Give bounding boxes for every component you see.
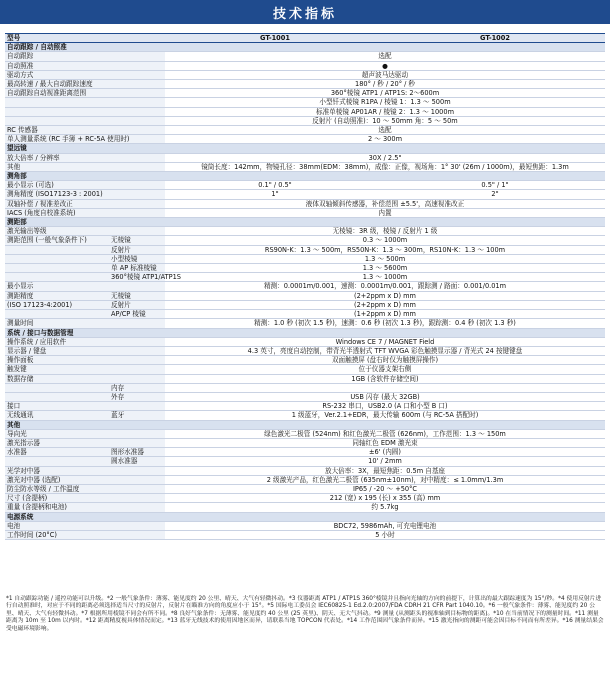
page-title: 技术指标 [0,0,610,24]
section-row: 望远镜 [5,144,605,153]
table-row: 外存 USB 闪存 (最大 32GB) [5,392,605,401]
table-row: 测距范围 (一般气象条件下) 无棱镜 0.3 ～ 1000m [5,236,605,245]
table-row: 接口 RS-232 串口，USB2.0 (A 口和小型 B 口) [5,402,605,411]
table-row: 测量时间 精测：1.0 秒 (初次 1.5 秒)，速测：0.6 秒 (初次 1.3 秒)，跟踪测：0.4 秒 (初次 1.3 秒) [5,319,605,328]
table-row: 内存 [5,383,605,392]
table-row: 单人测量系统 (RC 手簿 + RC-5A 使用时) 2 ～ 300m [5,135,605,144]
table-header [5,34,605,43]
section-row: 系统 / 接口与数据管理 [5,328,605,337]
table-row: 导向光 绿色激光二极管 (524nm) 和红色激光二极管 (626nm)，工作范围：1.3 ～ 150m [5,429,605,438]
table-row: 光学对中器 放大倍率：3X，最短焦距：0.5m 自基座 [5,466,605,475]
table-row: 其他 镜筒长度：142mm，物镜孔径：38mm(EDM：38mm)，成像：正像，视场角：1° 30' (26m / 1000m)，最短焦距：1.3m [5,162,605,171]
table-row: 测角精度 (ISO17123-3 : 2001) 1" 2" [5,190,605,199]
model-gt1001: GT-1001 [165,34,385,43]
section-row: 测角部 [5,172,605,181]
table-row: 激光对中器 (选配) 2 级激光产品，红色激光二极管 (635nm±10nm)，对中精度：≤ 1.0mm/1.3m [5,475,605,484]
table-row: 自动跟踪自动视准距离范围 360°棱镜 ATP1 / ATP1S: 2～600m [5,89,605,98]
table-row: 驱动方式 超声波马达驱动 [5,70,605,79]
footnotes: *1 自动跟踪功能 / 遥控功能可以升级。*2 一般气象条件：薄雾、能见度约 20 公里、晴天、大气有轻微抖动。*3 仪器距离 ATP1 / ATP1S 360°棱镜并且指向光轴的方向的前提下，计算出的最大跟踪速度为 15°/秒。*4 使用反射片进行自动照准时，对应于不同的距离必须选择适当尺寸的反射片，反射片在瞄准方向的角度应小于 15°。*5 国际电工委员会 IEC60825-1 Ed.2.0:2007/FDA CDRH 21 CFR Part 1040.10。*6 一般气象条件：薄雾、能见度约 20 公里、晴天、大气有轻微抖动。*7 根据所用棱镜不同会有所不同。*8 良好气象条件：无薄雾、能见度约 40 公里 (25 英里)、阴天、无大气抖动。*9 测量 (从测距头的视准轴到目标物的距离)。*10 在当前情况下的测量时间。*11 测量距离为 10m 至 10m 以内时。*12 距离精度视具体情况而定。*13 蓝牙无线技术的使用因地区而异，请联系当地 TOPCON 代表处。*14 工作范围因气象条件而异。*15 激光指向的测距可能会因目标不同而有所差异。*16 测量结果会受电磁环境影响。 [6,596,604,632]
table-row: 自动跟踪 选配 [5,52,605,61]
table-row: 圆水准器 10' / 2mm [5,457,605,466]
table-row: 显示器 / 键盘 4.3 英寸，亮度自动控制，带背光半透射式 TFT WVGA 彩色触摸显示器 / 背光式 24 按键键盘 [5,346,605,355]
table-row: 自动照准 ● [5,61,605,70]
table-row: 防尘防水等级 / 工作温度 IP65 / -20 ～ +50°C [5,484,605,493]
table-row: 重量 (含提柄和电池) 约 5.7kg [5,503,605,512]
table-row: 标准单棱镜 AP01AR / 棱镜 2：1.3 ～ 1000m [5,107,605,116]
section-row: 其他 [5,420,605,429]
table-row: 激光指示器 同轴红色 EDM 激光束 [5,438,605,447]
model-header-label: 型号 [5,34,165,43]
table-row: 小型钎式棱镜 R1PA / 棱镜 1：1.3 ～ 500m [5,98,605,107]
table-row: AP/CP 棱镜 (1+2ppm x D) mm [5,310,605,319]
table-row: 最高转速 / 最大自动跟踪速度 180° / 秒 / 20° / 秒 [5,80,605,89]
section-row: 测距部 [5,218,605,227]
table-row: (ISO 17123-4:2001) 反射片 (2+2ppm x D) mm [5,300,605,309]
table-row: 反射片 (自动照准)：10 ～ 50mm 角：5 ～ 50m [5,116,605,125]
table-row: RC 传感器 选配 [5,126,605,135]
model-gt1002: GT-1002 [385,34,605,43]
table-row: 数据存储 1GB (含软件存储空间) [5,374,605,383]
table-row: 360°棱镜 ATP1/ATP1S 1.3 ～ 1000m [5,273,605,282]
table-row: 水准器 图形水准器 ±6' (内圆) [5,448,605,457]
table-row: 双轴补偿 / 视准差改正 液体双轴倾斜传感器，补偿范围 ±5.5'，高速视准改正 [5,199,605,208]
spec-table [5,33,605,540]
table-row: 最小显示 (可选) 0.1" / 0.5" 0.5" / 1" [5,181,605,190]
table-row: 工作时间 (20°C) 5 小时 [5,530,605,539]
table-row: 电池 BDC72, 5986mAh, 可充电锂电池 [5,521,605,530]
table-row: 触发键 位于仪器支架右侧 [5,365,605,374]
section-row: 自动跟踪 / 自动照准 [5,43,605,52]
table-row: 单 AP 标准棱镜 1.3 ～ 5600m [5,264,605,273]
table-row: 尺寸 (含提柄) 212 (宽) x 195 (长) x 355 (高) mm [5,494,605,503]
table-row: 激光输出等级 无棱镜：3R 级，棱镜 / 反射片 1 级 [5,227,605,236]
section-row: 电源系统 [5,512,605,521]
table-row: 无线通讯 蓝牙 1 级蓝牙，Ver.2.1+EDR，最大传输 600m (与 RC-5A 搭配时) [5,411,605,420]
table-row: 放大倍率 / 分辨率 30X / 2.5" [5,153,605,162]
table-row: 操作面板 双面触摸屏 (盘右时仅为触摸屏操作) [5,356,605,365]
table-row: 最小显示 精测：0.0001m/0.001，速测：0.0001m/0.001，跟踪测 / 路面：0.001/0.01m [5,282,605,291]
table-row: 测距精度 无棱镜 (2+2ppm x D) mm [5,291,605,300]
table-row: 反射片 RS90N-K：1.3 ～ 500m，RS50N-K：1.3 ～ 300m，RS10N-K：1.3 ～ 100m [5,245,605,254]
table-row: 小型棱镜 1.3 ～ 500m [5,254,605,263]
table-row: IACS (角度自校准系统) 内置 [5,208,605,217]
table-row: 操作系统 / 应用软件 Windows CE 7 / MAGNET Field [5,337,605,346]
